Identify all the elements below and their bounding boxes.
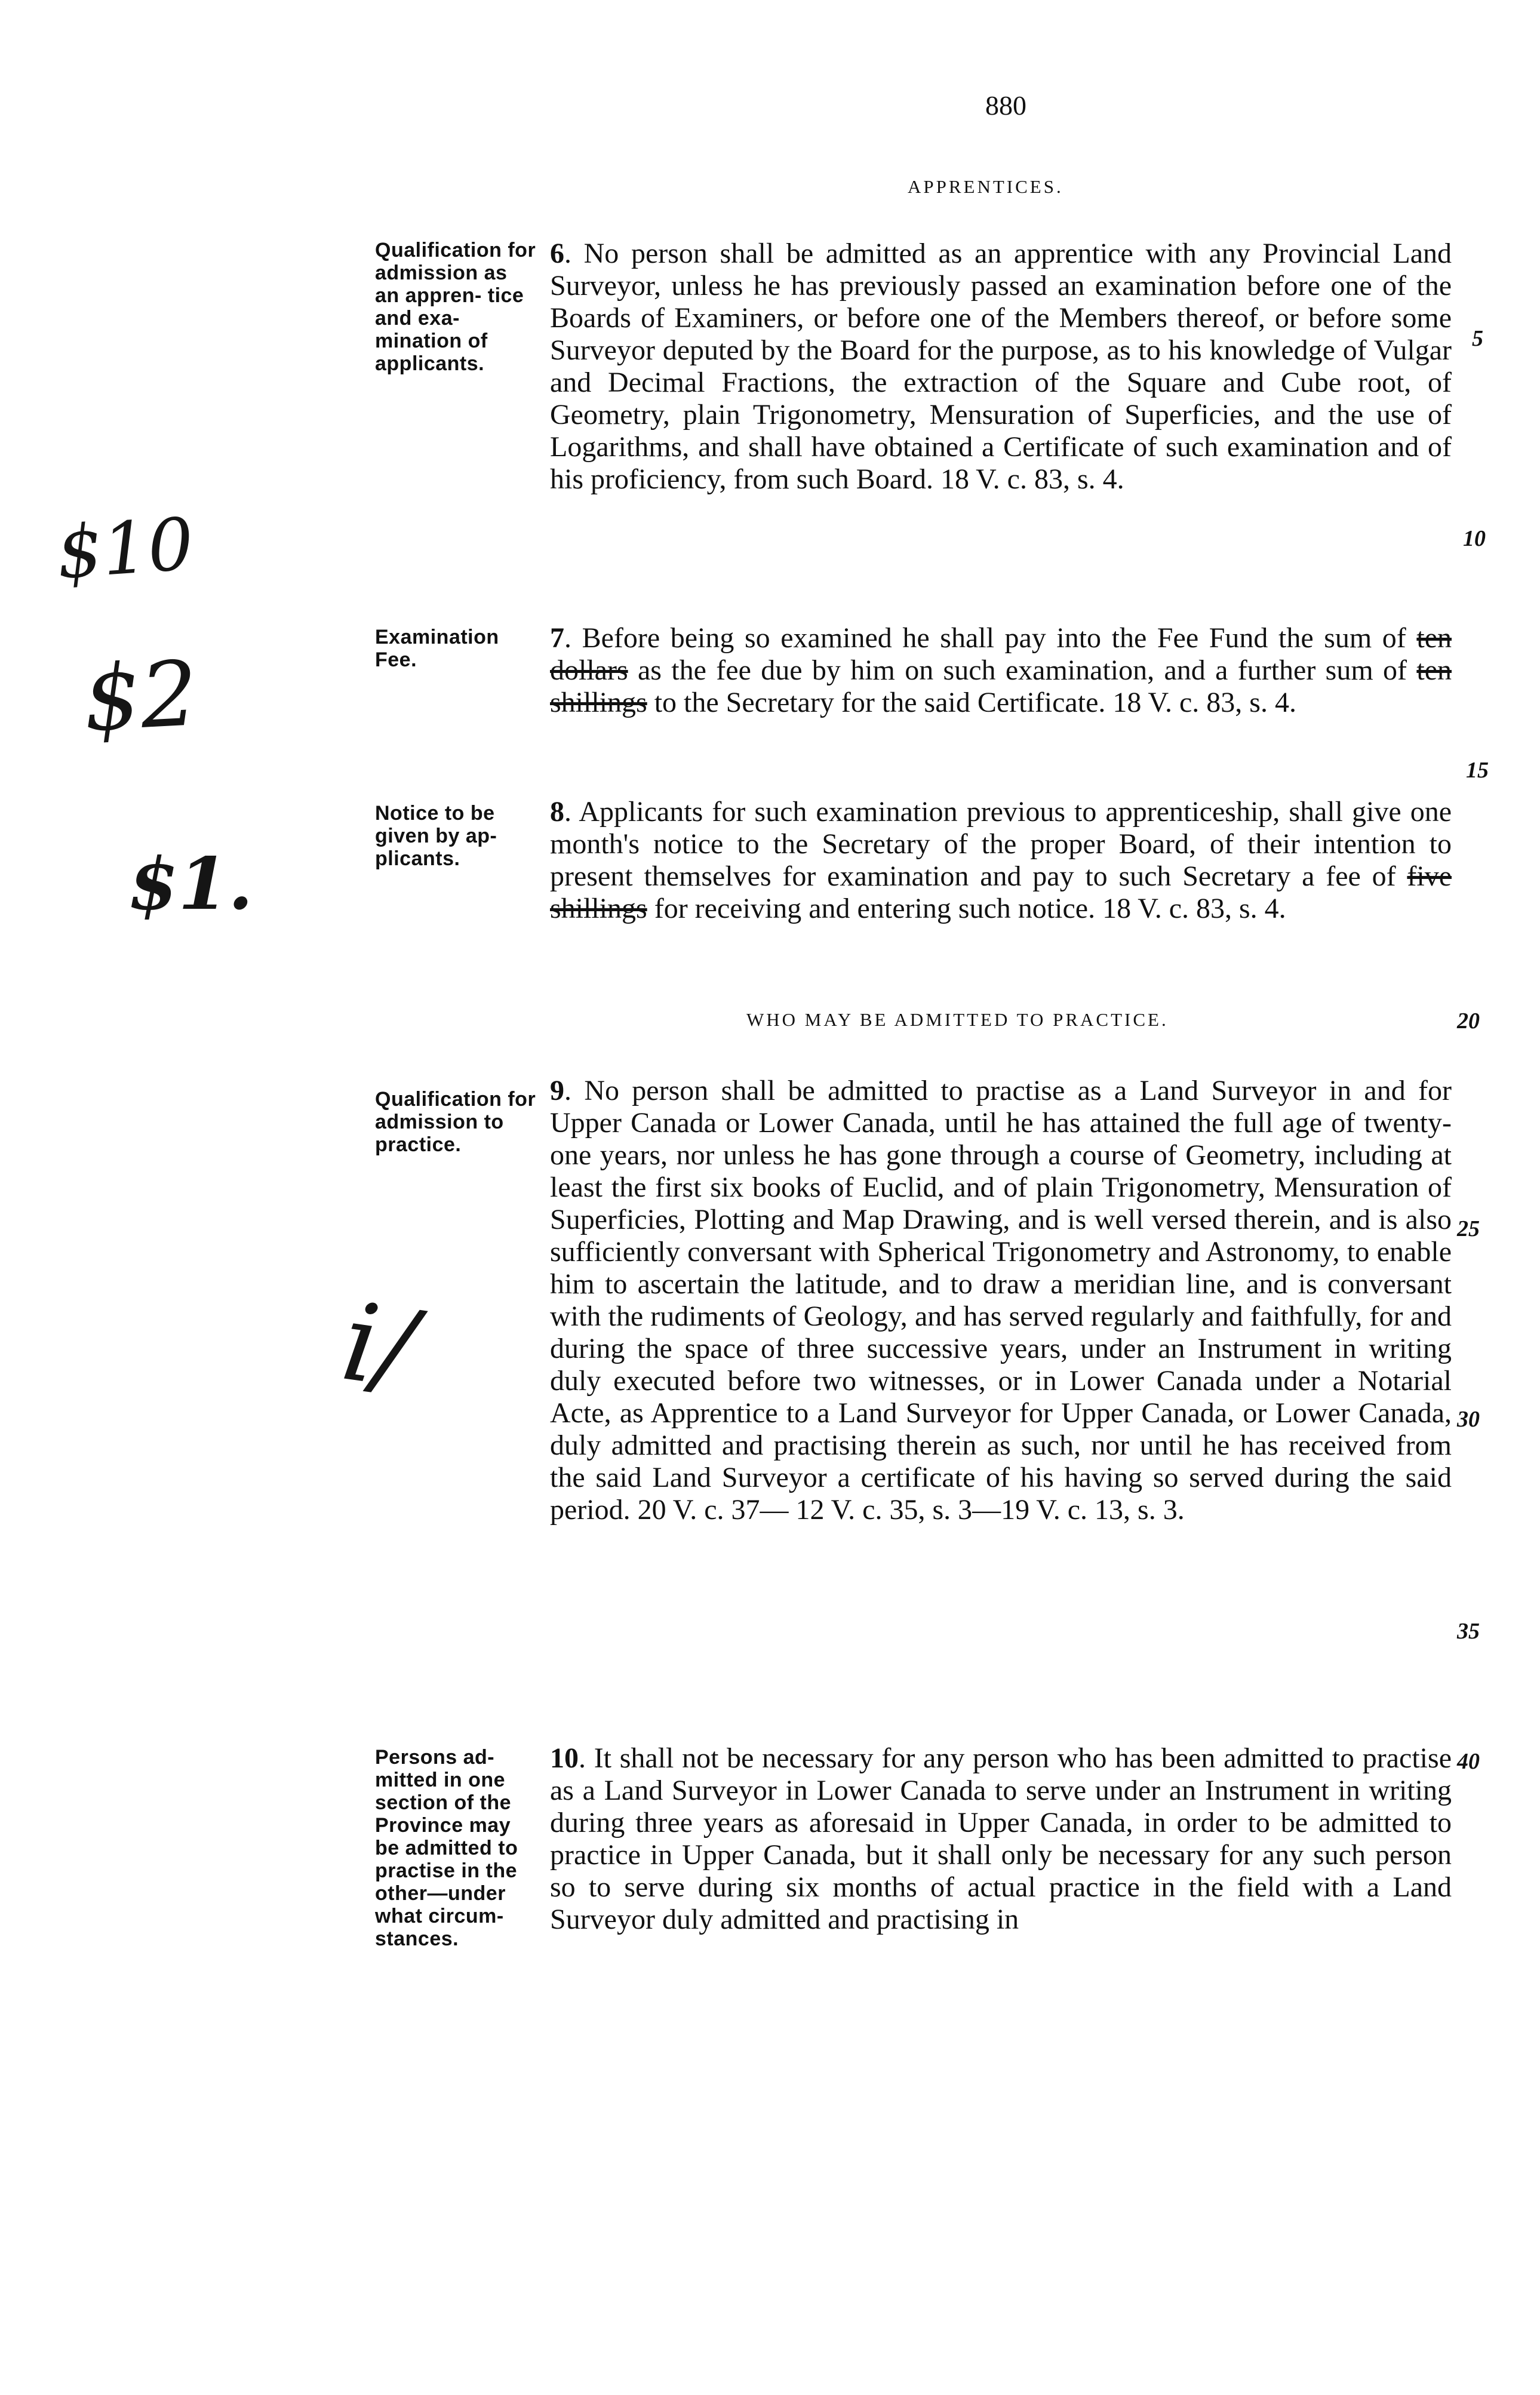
struck-amount: ten shillings [550,654,1452,718]
section-10 [550,1742,1452,1936]
heading-who-may-be-admitted: WHO MAY BE ADMITTED TO PRACTICE. [746,1009,1169,1030]
handwritten-fee-1: $1. [128,842,253,926]
section-number: 6 [550,238,564,269]
margin-note-section-10: Persons ad- mitted in one section of the Province may be admitted to practise in the other—under what circum- stances. [375,1746,518,1950]
margin-note-section-6: Qualification for admission as an appren- tice and exa- mination of applicants. [375,239,536,375]
section-number: 7 [550,622,564,654]
line-number: 30 [1457,1407,1480,1432]
line-number: 40 [1457,1749,1480,1774]
page-number: 880 [985,90,1026,121]
handwritten-fee-10: $10 [54,503,196,595]
line-number: 15 [1466,758,1489,783]
margin-note-section-7: Examination Fee. [375,626,499,671]
section-text: . No person shall be admitted to practise as a Land Surveyor in and for Upper Canada or Lower Canada, until he has attained the full age of twenty-one years, nor unless he has gone through a course of Geometry, including at least the first six books of Euclid, and of plain Trigonometry, Mensuration of Superficies, Plotting and Map Drawing, and is well versed therein, and is also sufficiently conversant with Spherical Trigonometry and Astronomy, to enable him to ascertain the latitude, and to draw a meridian line, and is conversant with the rudiments of Geology, and has served regularly and faithfully, for and during the space of three successive years, under an Instrument in writing duly executed before two witnesses, or in Lower Canada under a Notarial Acte, as Apprentice to a Land Surveyor for Upper Canada, or Lower Canada, duly admitted and practising therein as such, nor until he has received from the said Land Surveyor a certificate of his having so served during the said period. 20 V. c. 37— 12 V. c. 35, s. 3—19 V. c. 13, s. 3. [550,1075,1452,1526]
margin-note-section-8: Notice to be given by ap- plicants. [375,802,497,870]
line-number: 25 [1457,1216,1480,1241]
line-number: 35 [1457,1619,1480,1644]
section-number: 9 [550,1075,564,1106]
heading-apprentices: APPRENTICES. [908,176,1063,197]
section-text: as the fee due by him on such examination, and a further sum of [628,654,1417,686]
margin-note-section-9: Qualification for admission to practice. [375,1088,536,1156]
section-number: 10 [550,1742,579,1774]
section-8 [550,796,1452,925]
section-text: . No person shall be admitted as an apprentice with any Provincial Land Surveyor, unless he has previously passed an examination before one of the Boards of Examiners, or before one of the Members thereof, or before some Surveyor deputed by the Board for the purpose, as to his knowledge of Vulgar and Decimal Fractions, the extraction of the Square and Cube root, of Geometry, plain Trigonometry, Mensuration of Superficies, and the use of Logarithms, and shall have obtained a Certificate of such examination and of his proficiency, from such Board. 18 V. c. 83, s. 4. [550,238,1452,495]
section-text: . It shall not be necessary for any person who has been admitted to practise as a Land Surveyor in Lower Canada to serve under an Instrument in writing during three years as aforesaid in Upper Canada, in order to be admitted to practice in Upper Canada, but it shall only be necessary for any such person so to serve during six months of actual practice in the field with a Land Surveyor duly admitted and practising in [550,1742,1452,1935]
section-6 [550,238,1452,496]
section-7 [550,622,1452,719]
section-text: . Applicants for such examination previous to apprenticeship, shall give one month's notice to the Secretary of the proper Board, of their intention to present themselves for examination and pay to such Secretary a fee of [550,796,1452,892]
section-9 [550,1075,1452,1526]
struck-amount: ten dollars [550,622,1452,686]
line-number: 20 [1457,1009,1480,1034]
handwritten-fee-2: $2 [81,642,201,752]
line-number: 5 [1472,326,1483,351]
section-text: to the Secretary for the said Certificate. 18 V. c. 83, s. 4. [647,687,1296,718]
section-text: . Before being so examined he shall pay into the Fee Fund the sum of [564,622,1417,654]
line-number: 10 [1463,526,1486,551]
handwritten-mark: i/ [335,1279,423,1413]
struck-amount: five shillings [550,860,1452,924]
section-text: for receiving and entering such notice. 18 V. c. 83, s. 4. [647,893,1286,924]
section-number: 8 [550,796,564,828]
